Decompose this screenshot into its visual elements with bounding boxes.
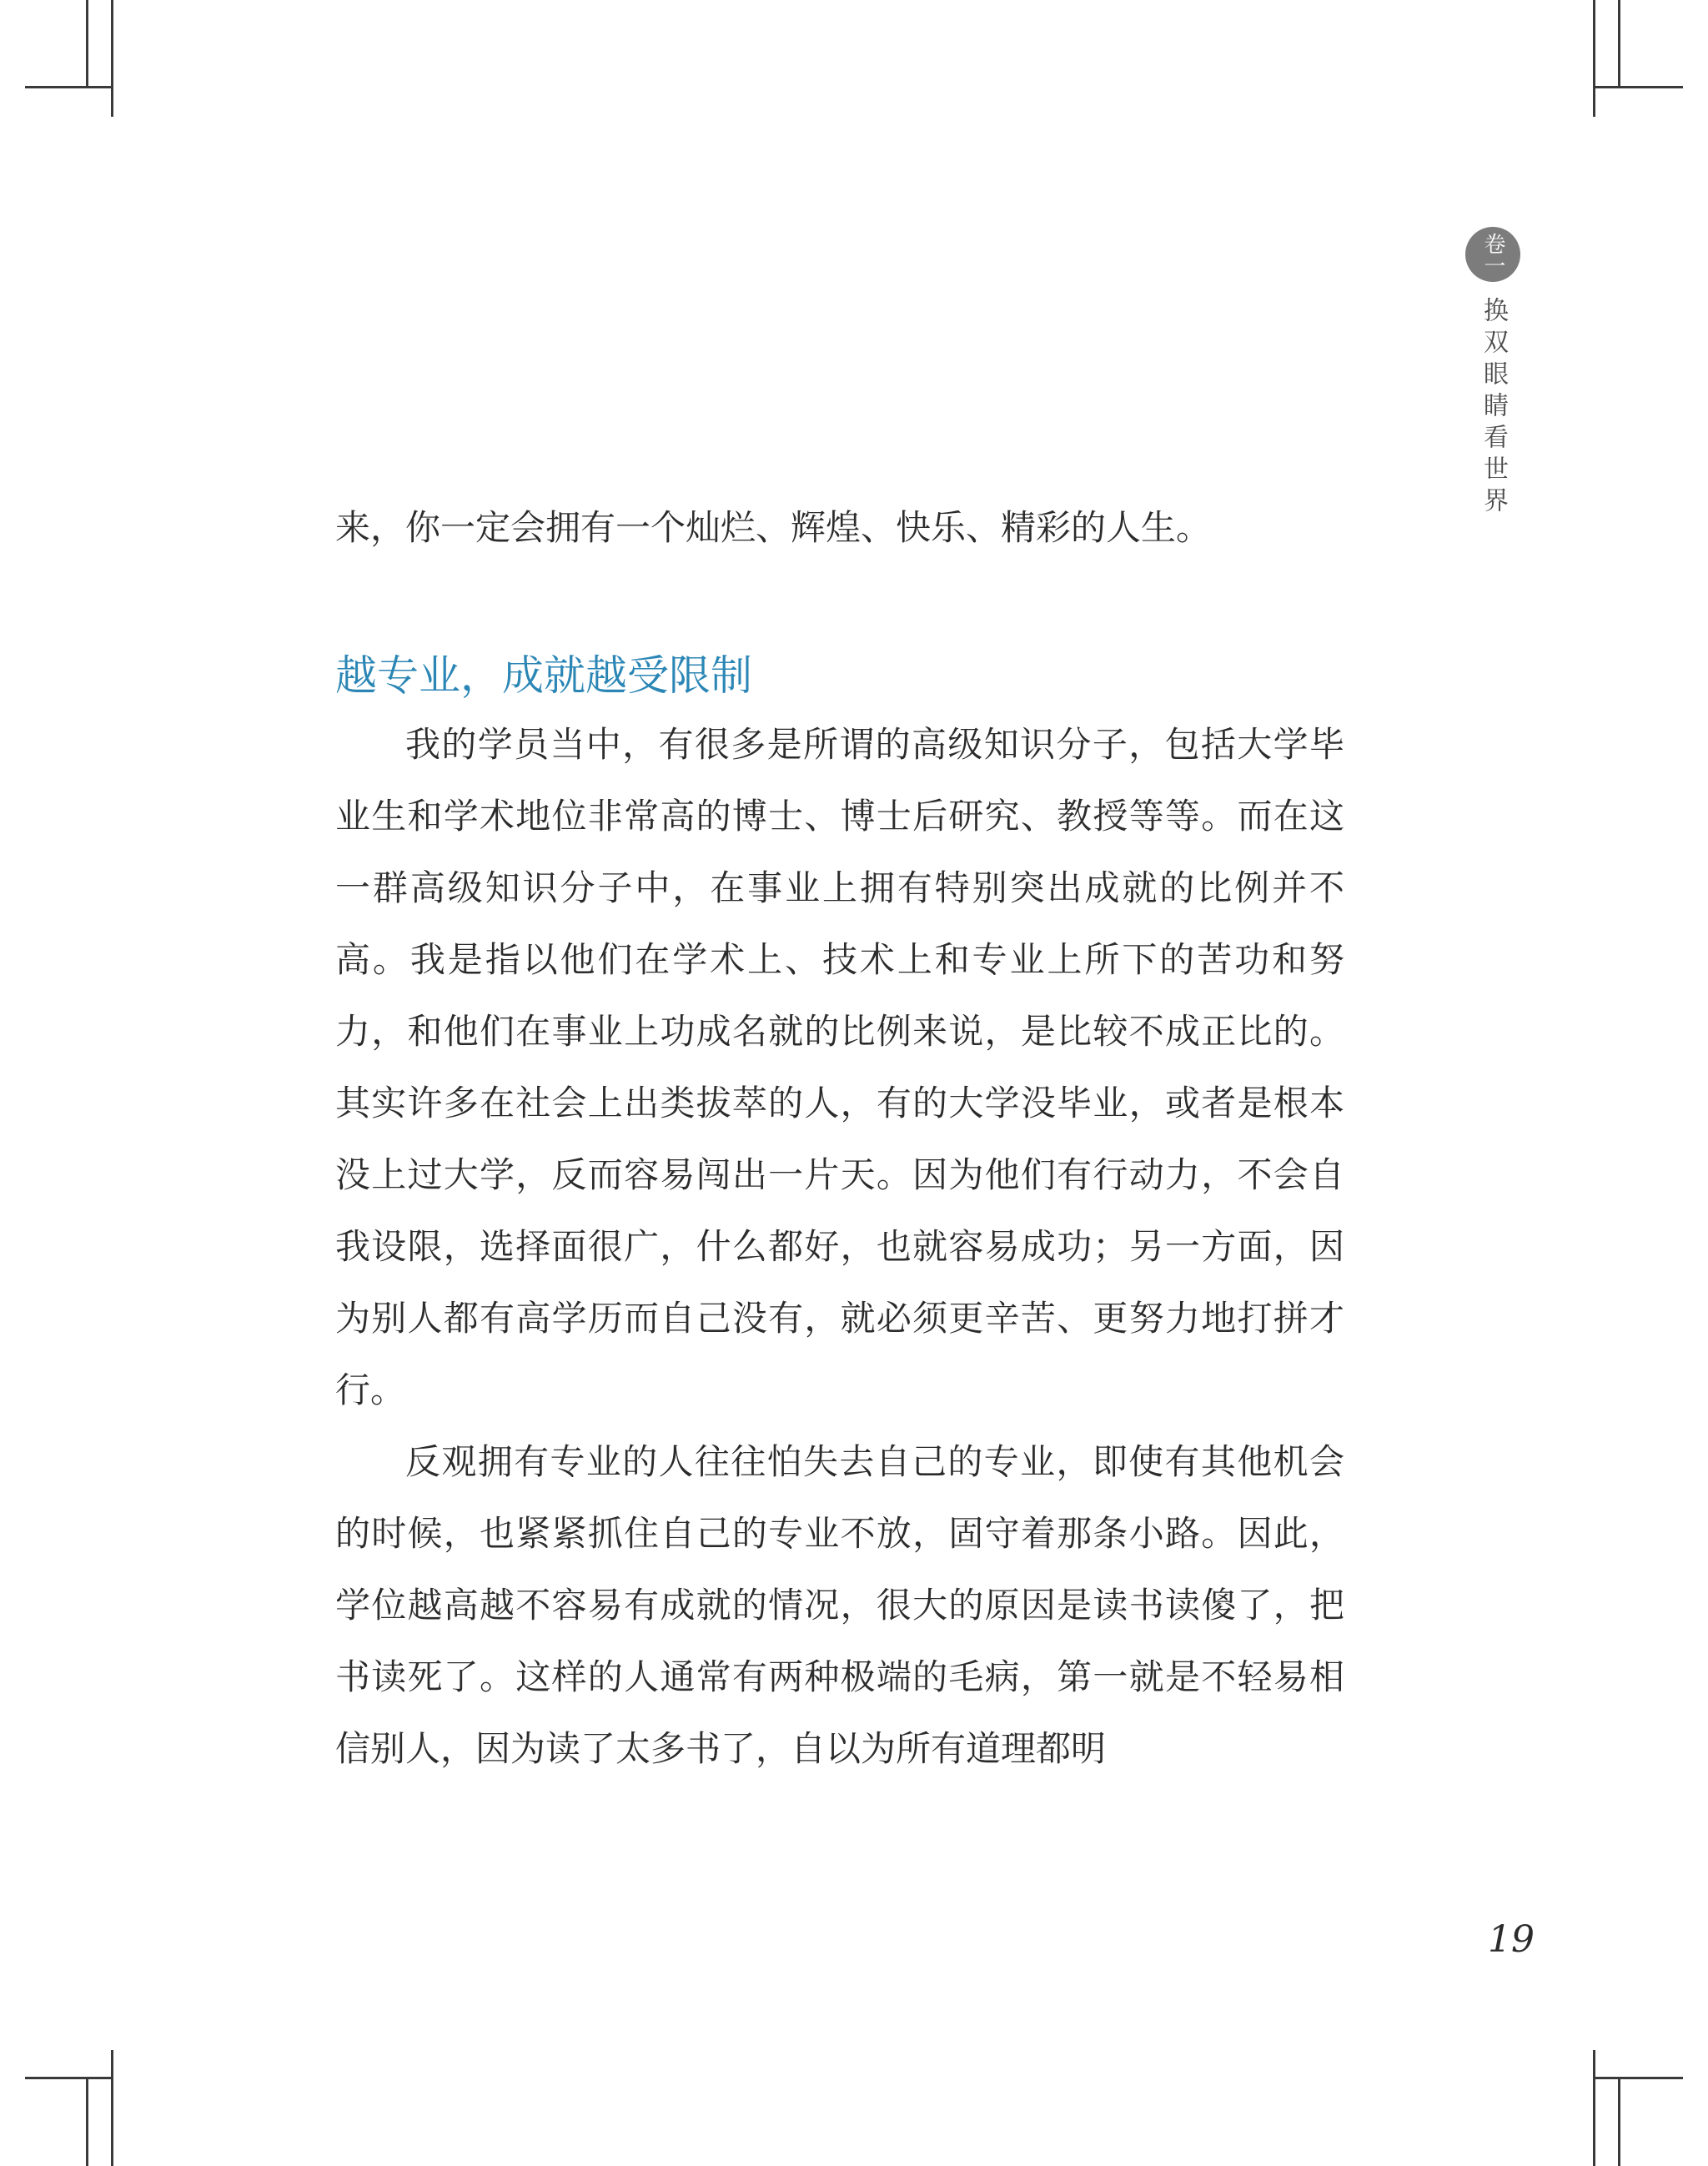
crop-mark bbox=[1595, 86, 1683, 88]
paragraph: 我的学员当中，有很多是所谓的高级知识分子，包括大学毕业生和学术地位非常高的博士、博士后研究、教授等等。而在这一群高级知识分子中，在事业上拥有特别突出成就的比例并不高。我是指以他们在学术上、技术上和专业上所下的苦功和努力，和他们在事业上功成名就的比例来说，是比较不成正比的。其实许多在社会上出类拔萃的人，有的大学没毕业，或者是根本没上过大学，反而容易闯出一片天。因为他们有行动力，不会自我设限，选择面很广，什么都好，也就容易成功；另一方面，因为别人都有高学历而自己没有，就必须更辛苦、更努力地打拼才行。 bbox=[335, 724, 1344, 1410]
crop-mark bbox=[1618, 2077, 1620, 2166]
paragraph: 反观拥有专业的人往往怕失去自己的专业，即使有其他机会的时候，也紧紧抓住自己的专业不放，固守着那条小路。因此，学位越高越不容易有成就的情况，很大的原因是读书读傻了，把书读死了。这样的人通常有两种极端的毛病，第一就是不轻易相信别人，因为读了太多书了，自以为所有道理都明 bbox=[335, 1441, 1344, 1769]
section-title-vertical: 换双眼睛看世界 bbox=[1479, 297, 1508, 519]
body-text bbox=[335, 709, 1344, 1785]
crop-mark bbox=[1593, 2050, 1595, 2166]
section-heading: 越专业，成就越受限制 bbox=[335, 651, 752, 700]
volume-badge: 卷一 bbox=[1465, 227, 1520, 282]
crop-mark bbox=[111, 2050, 113, 2166]
crop-mark bbox=[86, 0, 88, 88]
chapter-side-tab bbox=[1464, 227, 1522, 519]
page-number: 19 bbox=[1488, 1918, 1535, 1961]
continuation-text: 来，你一定会拥有一个灿烂、辉煌、快乐、精彩的人生。 bbox=[335, 507, 1212, 548]
crop-mark bbox=[25, 86, 113, 88]
crop-mark bbox=[111, 0, 113, 117]
crop-mark bbox=[86, 2077, 88, 2166]
crop-mark bbox=[1595, 2077, 1683, 2079]
crop-mark bbox=[25, 2077, 113, 2079]
crop-mark bbox=[1618, 0, 1620, 88]
crop-mark bbox=[1593, 0, 1595, 117]
